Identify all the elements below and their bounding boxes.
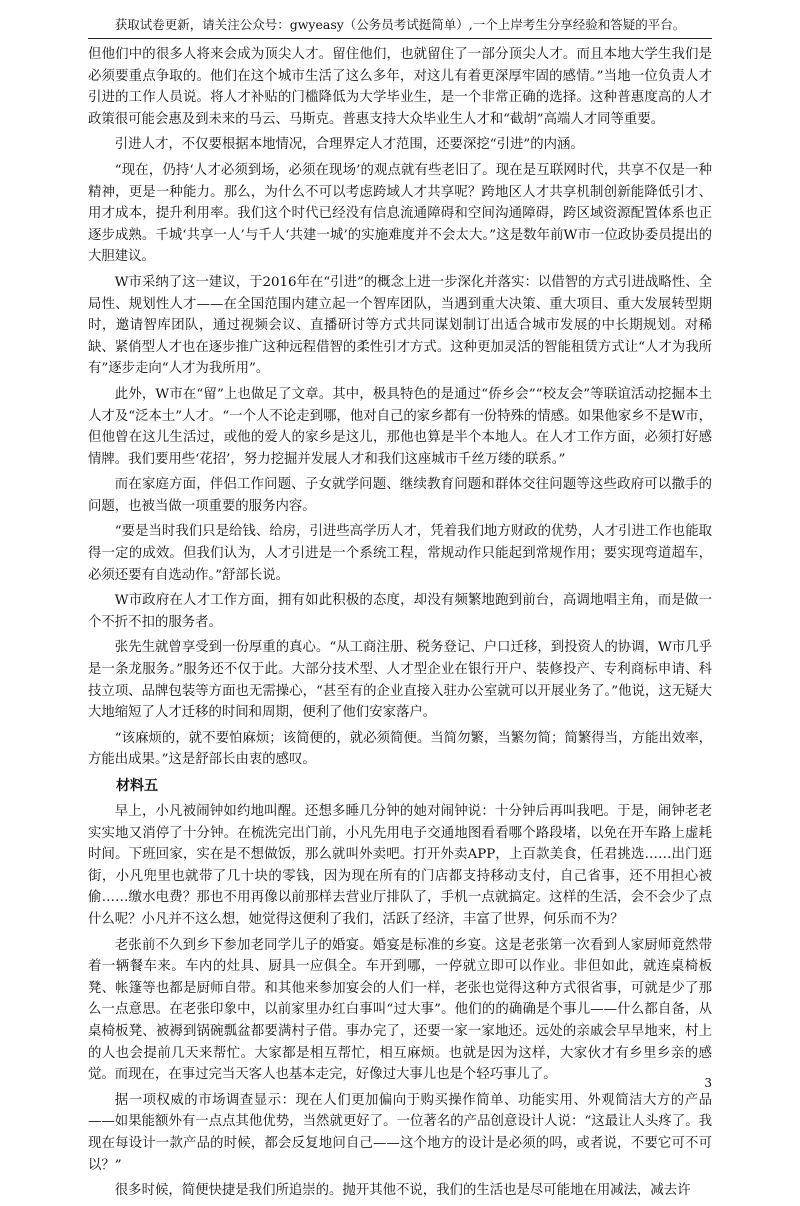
paragraph-10: “该麻烦的，就不要怕麻烦；该简便的，就必须简便。当简勿繁，当繁勿简；简繁得当，方能出效率，方能出成果。”这是舒部长由衷的感叹。 (88, 730, 712, 768)
paragraph-3: “现在，仍持‘人才必须到场，必须在现场’的观点就有些老旧了。现在是互联网时代，共享不仅是一种精神，更是一种能力。那么，为什么不可以考虑跨域人才共享呢？跨地区人才共享机制创新能降低引才、用才成本，提升利用率。我们这个时代已经没有信息流通障碍和空间沟通障碍，跨区域资源配置体系也正逐步成熟。千城‘共享一人’与千人‘共建一城’的实施难度并不会太大。”这是数年前W市一位政协委员提出的大胆建议。 (88, 162, 712, 265)
page-number: 3 (704, 1076, 712, 1090)
page-header: 获取试卷更新，请关注公众号：gwyeasy（公务员考试挺简单）,一个上岸考生分享经验和答疑的平台。 (114, 17, 686, 32)
document-body (88, 44, 712, 1206)
paragraph-4: W市采纳了这一建议，于2016年在“引进”的概念上进一步深化并落实：以借智的方式引进战略性、全局性、规划性人才——在全国范围内建立起一个智库团队，当遇到重大决策、重大项目、重大发展转型期时，邀请智库团队，通过视频会议、直播研讨等方式共同谋划制订出适合城市发展的中长期规划。对稀缺、紧俏型人才也在逐步推广这种远程借智的柔性引才方式。这种更加灵活的智能租赁方式让“人才为我所有”逐步走向“人才为我所用”。 (88, 274, 712, 377)
header-rule (88, 38, 712, 39)
paragraph-8: W市政府在人才工作方面，拥有如此积极的态度，却没有频繁地跑到前台，高调地唱主角，而是做一个不折不扣的服务者。 (88, 593, 712, 630)
paragraph-1: 但他们中的很多人将来会成为顶尖人才。留住他们，也就留住了一部分顶尖人才。而且本地大学生我们是必须要重点争取的。他们在这个城市生活了这么多年，对这儿有着更深厚牢固的感情。”当地一位负责人才引进的工作人员说。将人才补贴的门槛降低为大学毕业生，是一个非常正确的选择。这种普惠度高的人才政策很可能会惠及到未来的马云、马斯克。普惠支持大众毕业生人才和“截胡”高端人才同等重要。 (88, 47, 712, 127)
section-paragraph-4: 很多时候，简便快捷是我们所追崇的。抛开其他不说，我们的生活也是尽可能地在用减法，减去许 (114, 1183, 691, 1199)
paragraph-7: “要是当时我们只是给钱、给房，引进些高学历人才，凭着我们地方财政的优势，人才引进工作也能取得一定的成效。但我们认为，人才引进是一个系统工程，常规动作只能起到常规作用；要实现弯道超车，必须还要有自选动作。”舒部长说。 (88, 524, 712, 583)
section-paragraph-3: 据一项权威的市场调查显示：现在人们更加偏向于购买操作简单、功能实用、外观简洁大方的产品——如果能额外有一点点其他优势，当然就更好了。一位著名的产品创意设计人说：“这最让人头疼了。我现在每设计一款产品的时候，都会反复地问自己——这个地方的设计是必须的吗，或者说，不要它可不可以？” (88, 1092, 712, 1173)
paragraph-5: 此外，W市在“留”上也做足了文章。其中，极具特色的是通过“侨乡会”“校友会”等联谊活动挖掘本土人才及“泛本土”人才。“一个人不论走到哪，他对自己的家乡都有一份特殊的情感。如果他家乡不是W市，但他曾在这儿生活过，或他的爱人的家乡是这儿，那他也算是半个本地人。在人才工作方面，必须打好感情牌。我们要用些‘花招’，努力挖掘并发展人才和我们这座城市千丝万缕的联系。” (88, 386, 712, 467)
section-paragraph-1: 早上，小凡被闹钟如约地叫醒。还想多睡几分钟的她对闹钟说：十分钟后再叫我吧。于是，闹钟老老实实地又消停了十分钟。在梳洗完出门前，小凡先用电子交通地图看看哪个路段堵，以免在开车路上虚耗时间。下班回家，实在是不想做饭，那么就叫外卖吧。打开外卖APP，上百款美食，任君挑选……出门逛街，小凡兜里也就带了几十块的零钱，因为现在所有的门店都支持移动支付，自己省事，还不用担心被偷……缴水电费？那也不用再像以前那样去营业厅排队了，手机一点就搞定。这样的生活，会不会少了点什么呢？小凡并不这么想，她觉得这便利了我们，活跃了经济，丰富了世界，何乐而不为？ (88, 804, 712, 927)
section-title: 材料五 (116, 778, 158, 794)
section-paragraph-2: 老张前不久到乡下参加老同学儿子的婚宴。婚宴是标准的乡宴。这是老张第一次看到人家厨师竟然带着一辆餐车来。车内的灶具、厨具一应俱全。车开到哪，一停就立即可以作业。非但如此，就连桌椅板凳、帐篷等也都是厨师自带。和其他来参加宴会的人们一样，老张也觉得这种方式很省事，可就是少了那么一点意思。在老张印象中，以前家里办红白事叫“过大事”。他们的的确确是个事儿——什么都自备，从桌椅板凳、被褥到锅碗瓢盆都要满村子借。事办完了，还要一家一家地还。远处的亲戚会早早地来，村上的人也会提前几天来帮忙。大家都是相互帮忙，相互麻烦。也就是因为这样，大家伙才有乡里乡亲的感觉。而现在，在事过完当天客人也基本走完，好像过大事儿也是个轻巧事儿了。 (88, 937, 712, 1083)
paragraph-9: 张先生就曾享受到一份厚重的真心。“从工商注册、税务登记、户口迁移，到投资人的协调，W市几乎是一条龙服务。”服务还不仅于此。大部分技术型、人才型企业在银行开户、装修投产、专利商标申请、科技立项、品牌包装等方面也无需操心，“甚至有的企业直接入驻办公室就可以开展业务了。”他说，这无疑大大地缩短了人才迁移的时间和周期，便利了他们安家落户。 (88, 640, 712, 721)
paragraph-6: 而在家庭方面，伴侣工作问题、子女就学问题、继续教育问题和群体交往问题等这些政府可以撒手的问题，也被当做一项重要的服务内容。 (88, 477, 712, 514)
paragraph-2: 引进人才，不仅要根据本地情况，合理界定人才范围，还要深挖“引进”的内涵。 (114, 137, 584, 153)
